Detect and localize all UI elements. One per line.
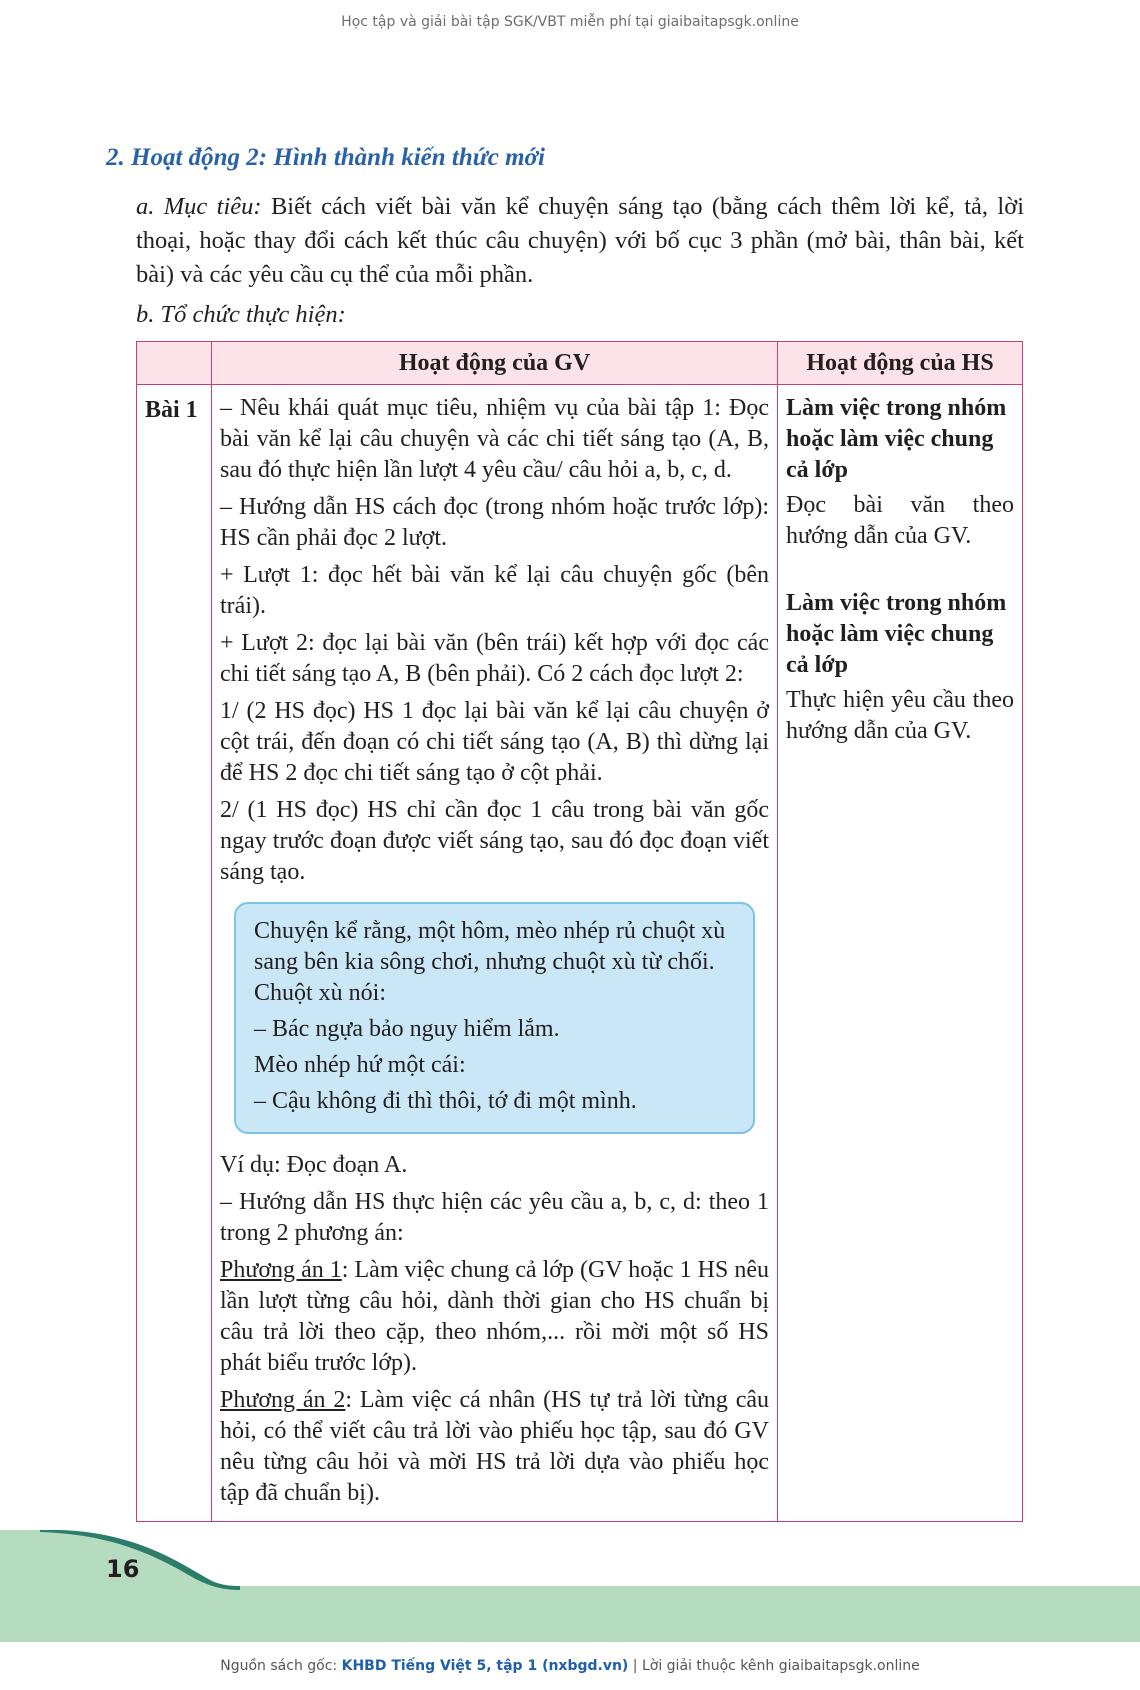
section-title: 2. Hoạt động 2: Hình thành kiến thức mới <box>106 144 545 171</box>
organization-label: b. Tổ chức thực hiện: <box>136 301 346 328</box>
row-label: Bài 1 <box>137 385 212 1522</box>
story-line: Mèo nhép hứ một cái: <box>254 1052 466 1078</box>
story-excerpt-box <box>234 902 755 1134</box>
hs-text: Thực hiện yêu cầu theo hướng dẫn của GV. <box>786 687 1014 744</box>
story-line: – Bác ngựa bảo nguy hiểm lắm. <box>254 1016 560 1042</box>
source-note <box>0 1658 1140 1674</box>
gv-paragraph: 1/ (2 HS đọc) HS 1 đọc lại bài văn kể lại câu chuyện ở cột trái, đến đoạn có chi tiết sáng tạo (A, B) thì dừng lại để HS 2 đọc chi tiết sáng tạo ở cột phải. <box>220 698 769 786</box>
hs-heading: Làm việc trong nhóm hoặc làm việc chung cả lớp <box>786 395 1007 483</box>
gv-paragraph: Ví dụ: Đọc đoạn A. <box>220 1152 408 1178</box>
footer-band <box>0 1530 1140 1642</box>
header-hs: Hoạt động của HS <box>778 342 1023 385</box>
gv-paragraph: – Nêu khái quát mục tiêu, nhiệm vụ của bài tập 1: Đọc bài văn kể lại câu chuyện và các chi tiết sáng tạo (A, B, sau đó thực hiện lần lượt 4 yêu cầu/ câu hỏi a, b, c, d. <box>220 395 769 483</box>
gv-paragraph: + Lượt 1: đọc hết bài văn kể lại câu chuyện gốc (bên trái). <box>220 562 769 619</box>
table-header-row <box>137 342 1023 385</box>
source-book: KHBD Tiếng Việt 5, tập 1 (nxbgd.vn) <box>341 1658 629 1674</box>
hs-text: Đọc bài văn theo hướng dẫn của GV. <box>786 492 1014 549</box>
story-line: Chuyện kể rằng, một hôm, mèo nhép rủ chuột xù sang bên kia sông chơi, nhưng chuột xù từ chối. Chuột xù nói: <box>254 918 726 1006</box>
page-number: 16 <box>106 1555 140 1583</box>
hs-heading: Làm việc trong nhóm hoặc làm việc chung cả lớp <box>786 590 1007 678</box>
header-gv: Hoạt động của GV <box>212 342 778 385</box>
gv-paragraph: – Hướng dẫn HS thực hiện các yêu cầu a, b, c, d: theo 1 trong 2 phương án: <box>220 1189 769 1246</box>
option-2-paragraph <box>220 1385 769 1509</box>
source-suffix: | Lời giải thuộc kênh giaibaitapsgk.online <box>628 1658 920 1674</box>
goal-label: a. Mục tiêu: <box>136 193 262 220</box>
hs-cell <box>778 385 1023 1522</box>
table-row <box>137 385 1023 1522</box>
option-1-label: Phương án 1 <box>220 1257 342 1283</box>
option-2-text: : Làm việc cá nhân (HS tự trả lời từng câu hỏi, có thể viết câu trả lời vào phiếu học tập, sau đó GV nêu từng câu hỏi và mời HS trả lời dựa vào phiếu học tập đã chuẩn bị). <box>220 1387 769 1506</box>
header-empty <box>137 342 212 385</box>
goal-text: Biết cách viết bài văn kể chuyện sáng tạo (bằng cách thêm lời kể, tả, lời thoại, hoặc thay đổi cách kết thúc câu chuyện) với bố cục 3 phần (mở bài, thân bài, kết bài) và các yêu cầu cụ thể của mỗi phần. <box>136 193 1024 288</box>
gv-paragraph: 2/ (1 HS đọc) HS chỉ cần đọc 1 câu trong bài văn gốc ngay trước đoạn được viết sáng tạo, sau đó đọc đoạn viết sáng tạo. <box>220 797 769 885</box>
gv-cell <box>212 385 778 1522</box>
story-line: – Cậu không đi thì thôi, tớ đi một mình. <box>254 1088 637 1114</box>
footer-wave-graphic <box>0 1530 1140 1642</box>
goal-paragraph <box>136 190 1024 292</box>
source-prefix: Nguồn sách gốc: <box>220 1658 342 1674</box>
option-2-label: Phương án 2 <box>220 1387 346 1413</box>
gv-paragraph: – Hướng dẫn HS cách đọc (trong nhóm hoặc trước lớp): HS cần phải đọc 2 lượt. <box>220 494 769 551</box>
top-note: Học tập và giải bài tập SGK/VBT miễn phí tại giaibaitapsgk.online <box>341 14 799 30</box>
gv-paragraph: + Lượt 2: đọc lại bài văn (bên trái) kết hợp với đọc các chi tiết sáng tạo A, B (bên phải). Có 2 cách đọc lượt 2: <box>220 630 769 687</box>
option-1-paragraph <box>220 1255 769 1379</box>
option-1-text: : Làm việc chung cả lớp (GV hoặc 1 HS nêu lần lượt từng câu hỏi, dành thời gian cho HS chuẩn bị câu trả lời theo cặp, theo nhóm,... rồi mời một số HS phát biểu trước lớp). <box>220 1257 770 1376</box>
activity-table <box>136 341 1023 1522</box>
